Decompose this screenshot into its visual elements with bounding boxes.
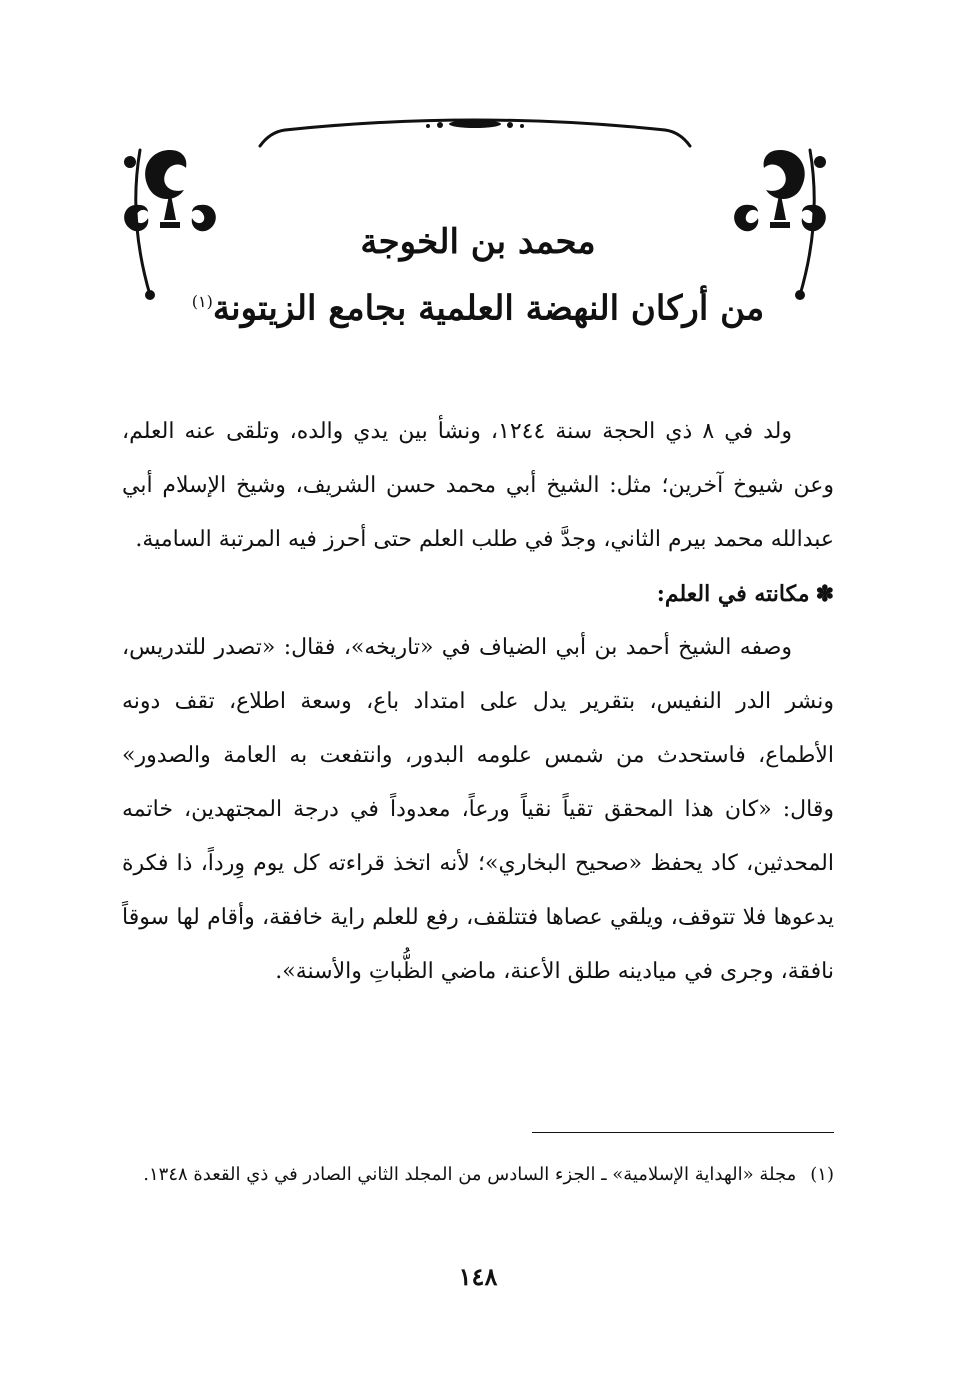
star-icon: ✽ [815,581,834,607]
article-subtitle-text: من أركان النهضة العلمية بجامع الزيتونة [212,288,765,329]
footnote-marker: (١) [810,1164,834,1185]
article-subtitle [0,282,956,328]
footnote-divider [532,1132,834,1133]
section-heading-scholarly-status [122,567,834,621]
article-title: محمد بن الخوجة [360,222,596,262]
footnote-reference: (١) [191,292,213,311]
page-number: ١٤٨ [458,1262,498,1291]
paragraph-description-quote: وصفه الشيخ أحمد بن أبي الضياف في «تاريخه»، فقال: «تصدر للتدريس، ونشر الدر النفيس، بتقرير يدل على امتداد باع، وسعة اطلاع، تقف دونه الأطماع، فاستحدث من شمس علومه البدور، وانتفعت به العامة والصدور» وقال: «كان هذا المحقق تقياً نقياً ورعاً، معدوداً في درجة المجتهدين، خاتمه المحدثين، كاد يحفظ «صحيح البخاري»؛ لأنه اتخذ قراءته كل يوم وِرداً، ذا فكرة يدعوها فلا تتوقف، ويلقي عصاها فتتلقف، رفع للعلم راية خافقة، وأقام لها سوقاً نافقة، وجرى في ميادينه طلق الأعنة، ماضي الظُّباتِ والأسنة». [122,635,834,984]
footnote [122,1152,834,1198]
section-heading-text: مكانته في العلم: [656,581,810,607]
paragraph-birth-and-education: ولد في ٨ ذي الحجة سنة ١٢٤٤، ونشأ بين يدي والده، وتلقى عنه العلم، وعن شيوخ آخرين؛ مثل: الشيخ أبي محمد حسن الشريف، وشيخ الإسلام أبي عبدالله محمد بيرم الثاني، وجدَّ في طلب العلم حتى أحرز فيه المرتبة السامية. [122,419,834,552]
footnote-text: مجلة «الهداية الإسلامية» ـ الجزء السادس من المجلد الثاني الصادر في ذي القعدة ١٣٤٨. [143,1164,797,1185]
article-body [122,405,834,999]
title-ornament-frame [110,110,840,310]
